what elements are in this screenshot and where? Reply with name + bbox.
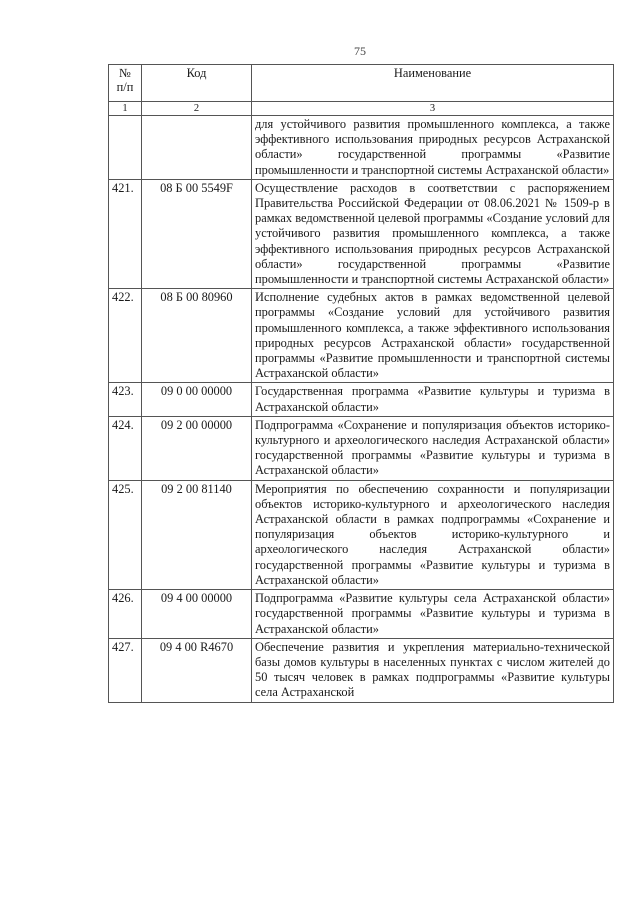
column-number-row [109,102,614,116]
row-code: 09 2 00 00000 [142,416,252,480]
row-code: 09 0 00 00000 [142,383,252,416]
row-number: 425. [109,480,142,589]
row-name: Подпрограмма «Сохранение и популяризация объектов историко-культурного и археологического наследия Астраханской области» государственной программы «Развитие культуры и туризма в Астраханской области» [252,416,614,480]
row-code: 08 Б 00 5549F [142,179,252,288]
header-number-abbrev: п/п [116,80,134,94]
column-number-3: 3 [252,102,614,116]
row-name: Мероприятия по обеспечению сохранности и популяризации объектов историко-культурного и археологического наследия Астраханской области в рамках подпрограммы «Сохранение и популяризация объектов историко-культурного и археологического наследия Астраханской области» государственной программы «Развитие культуры и туризма в Астраханской области» [252,480,614,589]
row-number: 427. [109,638,142,702]
row-name: для устойчивого развития промышленного комплекса, а также эффективного использования природных ресурсов Астраханской области» государственной программы «Развитие промышленности и транспортной системы Астраханской области» [252,116,614,180]
table-row [109,416,614,480]
row-name: Исполнение судебных актов в рамках ведомственной целевой программы «Создание условий для устойчивого развития промышленного комплекса, а также эффективного использования природных ресурсов Астраханской области» государственной программы «Развитие промышленности и транспортной системы Астраханской области» [252,289,614,383]
column-number-1: 1 [109,102,142,116]
row-name: Осуществление расходов в соответствии с распоряжением Правительства Российской Федерации от 08.06.2021 № 1509-р в рамках ведомственной целевой программы «Создание условий для устойчивого развития промышленного комплекса, а также эффективного использования природных ресурсов Астраханской области» государственной программы «Развитие промышленности и транспортной системы Астраханской области» [252,179,614,288]
table-row [109,383,614,416]
row-name: Подпрограмма «Развитие культуры села Астраханской области» государственной программы «Развитие культуры и туризма в Астраханской области» [252,590,614,639]
header-number [109,65,142,102]
row-code: 08 Б 00 80960 [142,289,252,383]
header-code: Код [142,65,252,102]
table-row [109,638,614,702]
budget-classification-table [108,64,614,703]
column-number-2: 2 [142,102,252,116]
table-row [109,590,614,639]
row-number [109,116,142,180]
header-number-symbol: № [119,66,131,80]
row-number: 422. [109,289,142,383]
row-number: 421. [109,179,142,288]
row-number: 424. [109,416,142,480]
row-name: Государственная программа «Развитие культуры и туризма в Астраханской области» [252,383,614,416]
row-number: 426. [109,590,142,639]
row-number: 423. [109,383,142,416]
table-row [109,116,614,180]
table-row [109,179,614,288]
table-header-row [109,65,614,102]
page-number: 75 [354,44,366,58]
table-row [109,289,614,383]
table-row [109,480,614,589]
row-name: Обеспечение развития и укрепления материально-технической базы домов культуры в населенных пунктах с числом жителей до 50 тысяч человек в рамках подпрограммы «Развитие культуры села Астраханской [252,638,614,702]
row-code [142,116,252,180]
row-code: 09 4 00 00000 [142,590,252,639]
row-code: 09 2 00 81140 [142,480,252,589]
header-name: Наименование [252,65,614,102]
row-code: 09 4 00 R4670 [142,638,252,702]
